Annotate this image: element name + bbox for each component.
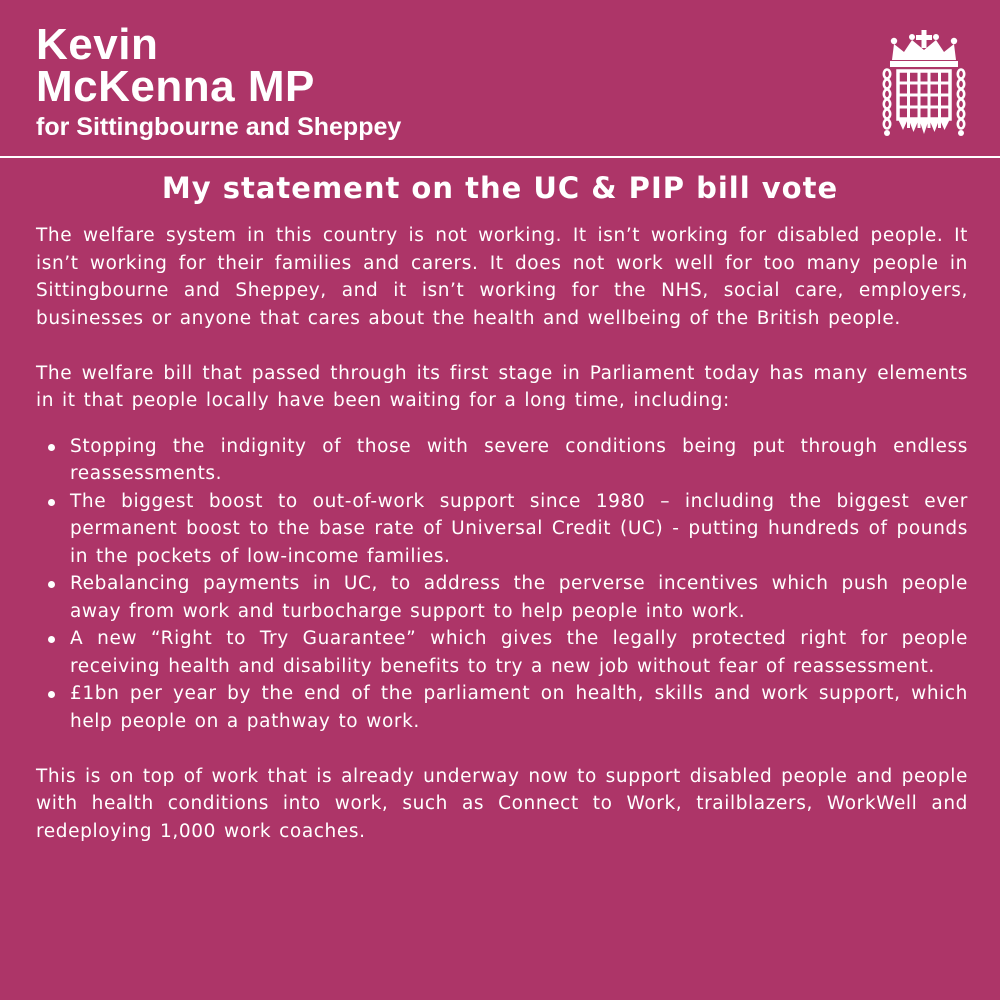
bill-elements-list bbox=[36, 433, 968, 736]
closing-paragraph: This is on top of work that is already underway now to support disabled people and people with health conditions into work, such as Connect to Work, trailblazers, WorkWell and redeploying 1,000 work coaches. bbox=[36, 765, 968, 842]
list-item: Rebalancing payments in UC, to address the perverse incentives which push people away from work and turbocharge support to help people into work. bbox=[70, 570, 968, 625]
list-item: A new “Right to Try Guarantee” which gives the legally protected right for people receiving health and disability benefits to try a new job without fear of reassessment. bbox=[70, 625, 968, 680]
mp-name-first: Kevin bbox=[36, 20, 159, 69]
statement-body bbox=[36, 222, 968, 873]
list-item: £1bn per year by the end of the parliament on health, skills and work support, which help people on a pathway to work. bbox=[70, 680, 968, 735]
mp-header bbox=[36, 20, 636, 142]
header-divider bbox=[0, 156, 1000, 158]
intro-paragraph: The welfare system in this country is not working. It isn’t working for disabled people. It isn’t working for their families and carers. It does not work well for too many people in Sittingbourne and Sheppey, and it isn’t working for the NHS, social care, employers, businesses or anyone that cares about the health and wellbeing of the British people. bbox=[36, 225, 968, 329]
constituency-label: for Sittingbourne and Sheppey bbox=[36, 113, 402, 141]
mp-name-last: McKenna MP bbox=[36, 62, 315, 111]
statement-title: My statement on the UC & PIP bill vote bbox=[161, 171, 839, 205]
list-item: Stopping the indignity of those with severe conditions being put through endless reassessments. bbox=[70, 433, 968, 488]
portcullis-icon bbox=[878, 30, 970, 142]
list-item: The biggest boost to out-of-work support since 1980 – including the biggest ever permanent boost to the base rate of Universal Credit (UC) - putting hundreds of pounds in the pockets of low-income families. bbox=[70, 488, 968, 571]
lead-paragraph: The welfare bill that passed through its first stage in Parliament today has many elements in it that people locally have been waiting for a long time, including: bbox=[36, 362, 968, 411]
